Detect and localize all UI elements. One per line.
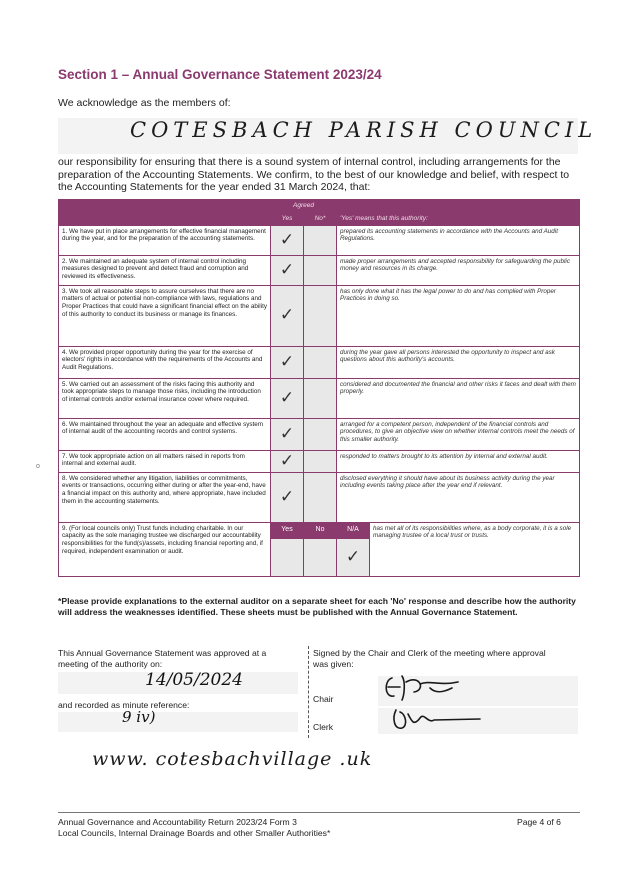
means-header: 'Yes' means that this authority: [337,212,580,225]
trust-no-cell [304,538,337,576]
website-handwritten: www. cotesbachvillage .uk [92,748,373,770]
table-row [59,285,580,346]
footer-rule [58,812,580,813]
tick-mark: ✓ [279,486,295,507]
tick-mark: ✓ [279,259,295,280]
minute-ref-field [58,712,298,732]
no-cell [304,450,337,472]
section-title: Section 1 – Annual Governance Statement 2023/24 [58,67,382,82]
approval-date: 14/05/2024 [145,670,243,690]
tick-mark: ✓ [279,229,295,250]
yes-cell [271,346,304,378]
meaning-text: has met all of its responsibilities where, as a body corporate, it is a sole managing trustee of a local trust or trusts. [370,522,580,576]
yes-cell [271,472,304,522]
tick-mark: ✓ [345,546,361,567]
trust-yes-header: Yes [271,522,304,538]
table-row [59,225,580,255]
statement-text: 1. We have put in place arrangements for effective financial management during the year, and for the preparation of the accounting statements. [59,225,271,255]
yes-cell [271,255,304,285]
yes-cell [271,225,304,255]
tick-mark: ✓ [279,387,295,408]
statement-text: 6. We maintained throughout the year an adequate and effective system of internal audit of the accounting records and control systems. [59,418,271,450]
meaning-text: arranged for a competent person, independent of the financial controls and procedures, to give an objective view on whether internal controls meet the needs of this smaller authority. [337,418,580,450]
table-row [59,450,580,472]
footer-line-1: Annual Governance and Accountability Return 2023/24 Form 3 [58,817,297,827]
meaning-text: disclosed everything it should have about its business activity during the year including events taking place after the year end if relevant. [337,472,580,522]
no-cell [304,285,337,346]
yes-cell [271,418,304,450]
no-cell [304,225,337,255]
yes-header: Yes [271,212,304,225]
meaning-text: during the year gave all persons interested the opportunity to inspect and ask questions about this authority's accounts. [337,346,580,378]
header-blank-right [337,200,580,213]
approval-text: This Annual Governance Statement was approved at a meeting of the authority on: [58,648,267,669]
acknowledge-text: We acknowledge as the members of: [58,97,231,109]
tick-mark: ✓ [279,305,295,326]
header-blank [59,200,271,213]
council-name: COTESBACH PARISH COUNCIL [130,118,598,142]
minute-label: and recorded as minute reference: [58,700,190,710]
governance-table [58,199,580,577]
signature-divider [308,646,309,738]
footer-text [58,817,330,838]
footer-line-2: Local Councils, Internal Drainage Boards and other Smaller Authorities* [58,827,331,838]
trust-yes-cell [271,538,304,576]
no-cell [304,378,337,418]
no-cell [304,255,337,285]
signing-text: Signed by the Chair and Clerk of the meeting where approval was given: [313,648,546,669]
chair-label: Chair [313,694,334,704]
minute-reference: 9 iv) [122,708,156,726]
trust-na-header: N/A [337,522,370,538]
header-blank [59,212,271,225]
meaning-text: prepared its accounting statements in accordance with the Accounts and Audit Regulations. [337,225,580,255]
page-number: Page 4 of 6 [517,817,561,827]
meaning-text: made proper arrangements and accepted responsibility for safeguarding the public money and resources in its charge. [337,255,580,285]
yes-cell [271,450,304,472]
clerk-label: Clerk [313,722,334,732]
yes-cell [271,378,304,418]
no-cell [304,472,337,522]
clerk-signature [390,704,490,734]
yes-cell [271,285,304,346]
meaning-text: has only done what it has the legal power to do and has complied with Proper Practices in doing so. [337,285,580,346]
tick-mark: ✓ [279,423,295,444]
chair-signature [380,670,470,704]
responsibility-text: our responsibility for ensuring that there is a sound system of internal control, including arrangements for the preparation of the Accounting Statements. We confirm, to the best of our knowledge and belief, with respect to the Accounting Statements for the year ended 31 March 2024, that: [58,156,570,193]
statement-text: 2. We maintained an adequate system of internal control including measures designed to prevent and detect fraud and corruption and reviewed its effectiveness. [59,255,271,285]
no-cell [304,418,337,450]
statement-text: 5. We carried out an assessment of the risks facing this authority and took appropriate steps to manage those risks, including the introduction of internal controls and/or external insurance cover where required. [59,378,271,418]
table-row [59,418,580,450]
table-row-trust [59,522,580,538]
margin-mark: o [36,463,40,470]
no-header: No* [304,212,337,225]
no-cell [304,346,337,378]
statement-text: 3. We took all reasonable steps to assure ourselves that there are no matters of actual or potential non-compliance with laws, regulations and Proper Practices that could have a significant financial effect on the ability of this authority to conduct its business or manage its finances. [59,285,271,346]
meaning-text: considered and documented the financial and other risks it faces and dealt with them properly. [337,378,580,418]
table-row [59,255,580,285]
agreed-header: Agreed [271,200,337,213]
table-row [59,472,580,522]
trust-na-cell [337,538,370,576]
tick-mark: ✓ [279,450,295,471]
trust-no-header: No [304,522,337,538]
statement-text: 8. We considered whether any litigation, liabilities or commitments, events or transactions, occurring either during or after the year-end, have a financial impact on this authority and, where appropriate, have included them in the accounting statements. [59,472,271,522]
table-row [59,346,580,378]
statement-text: 9. (For local councils only) Trust funds including charitable. In our capacity as the sole managing trustee we discharged our accountability responsibilities for the fund(s)/assets, including financial reporting and, if required, independent examination or audit. [59,522,271,576]
meaning-text: responded to matters brought to its attention by internal and external audit. [337,450,580,472]
statement-text: 7. We took appropriate action on all matters raised in reports from internal and external audit. [59,450,271,472]
table-row [59,378,580,418]
tick-mark: ✓ [279,351,295,372]
statement-text: 4. We provided proper opportunity during the year for the exercise of electors' rights in accordance with the requirements of the Accounts and Audit Regulations. [59,346,271,378]
explanation-note: *Please provide explanations to the external auditor on a separate sheet for each 'No' response and describe how the authority will address the weaknesses identified. These sheets must be published with the Annual Governance Statement. [58,596,576,617]
